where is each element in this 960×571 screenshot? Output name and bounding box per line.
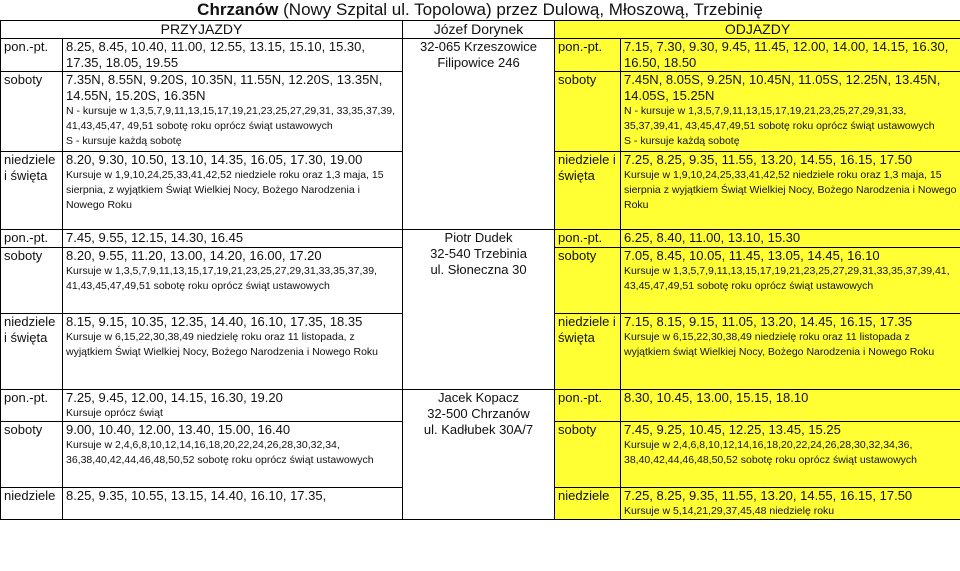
departures-header: ODJAZDY	[555, 21, 960, 39]
arrivals-times: 8.20, 9.55, 11.20, 13.00, 14.20, 16.00, 17.20	[66, 248, 322, 263]
departures-day-label: soboty	[555, 422, 621, 488]
departures-times: 7.15, 7.30, 9.30, 9.45, 11.45, 12.00, 14.00, 14.15, 16.30, 16.50, 18.50	[624, 39, 949, 70]
departures-day-label: niedziele	[555, 488, 621, 520]
stop-address-street: ul. Słoneczna 30	[430, 262, 527, 277]
departures-times-cell	[621, 39, 960, 72]
page-title	[0, 0, 960, 20]
departures-note: N - kursuje w 1,3,5,7,9,11,13,15,17,19,21,23,25,27,29,31,33, 35,37,39,41, 43,45,47,49,51 sobotę roku oprócz świąt ustawowych	[624, 105, 935, 132]
arrivals-times: 8.25, 8.45, 10.40, 11.00, 12.55, 13.15, 15.10, 15.30, 17.35, 18.05, 19.55	[66, 39, 366, 70]
stop-info	[403, 39, 555, 230]
departures-times: 7.45, 9.25, 10.45, 12.25, 13.45, 15.25	[624, 422, 841, 437]
departures-times: 7.15, 8.15, 9.15, 11.05, 13.20, 14.45, 16.15, 17.35	[624, 314, 913, 329]
arrivals-times-cell	[63, 39, 403, 72]
arrivals-times-cell	[63, 314, 403, 390]
arrivals-day-label: niedziele	[1, 488, 63, 520]
arrivals-note: N - kursuje w 1,3,5,7,9,11,13,15,17,19,21,23,25,27,29,31, 33,35,37,39, 41,43,45,47, 49,51 sobotę roku oprócz świąt ustawowych	[66, 105, 396, 132]
departures-times: 7.45N, 8.05S, 9.25N, 10.45N, 11.05S, 12.25N, 13.45N, 14.05S, 15.25N	[624, 72, 941, 103]
arrivals-day-label: soboty	[1, 72, 63, 152]
arrivals-times: 9.00, 10.40, 12.00, 13.40, 15.00, 16.40	[66, 422, 291, 437]
stop-address-street: ul. Kadłubek 30A/7	[423, 422, 534, 437]
departures-note-secondary: S - kursuje każdą sobotę	[624, 135, 740, 147]
departures-day-label: niedziele i święta	[555, 314, 621, 390]
arrivals-day-label: pon.-pt.	[1, 390, 63, 422]
arrivals-times: 8.15, 9.15, 10.35, 12.35, 14.40, 16.10, 17.35, 18.35	[66, 314, 363, 329]
arrivals-times-cell	[63, 488, 403, 520]
departures-times-cell	[621, 390, 960, 422]
departures-note: Kursuje w 1,9,10,24,25,33,41,42,52 niedziele roku oraz 1,3 maja, 15 sierpnia z wyjątkiem Świąt Wielkiej Nocy, Bożego Narodzenia i Nowego Roku	[624, 169, 957, 211]
stop-name: Piotr Dudek	[444, 230, 513, 245]
stop-address-postal: 32-065 Krzeszowice	[419, 39, 538, 54]
schedule-row	[1, 39, 960, 72]
departures-times: 7.05, 8.45, 10.05, 11.45, 13.05, 14.45, 16.10	[624, 248, 880, 263]
departures-day-label: soboty	[555, 248, 621, 314]
header-row	[1, 21, 960, 39]
departures-day-label: pon.-pt.	[555, 390, 621, 422]
departures-note: Kursuje w 5,14,21,29,37,45,48 niedzielę roku	[624, 505, 835, 517]
departures-times-cell	[621, 152, 960, 230]
departures-times: 6.25, 8.40, 11.00, 13.10, 15.30	[624, 230, 801, 245]
stop-address-street: Filipowice 246	[437, 55, 520, 70]
departures-day-label: pon.-pt.	[555, 230, 621, 248]
departures-note: Kursuje w 1,3,5,7,9,11,13,15,17,19,21,23,25,27,29,31,33,35,37,39,41, 43,45,47,49,51 sobotę roku oprócz świąt ustawowych	[624, 265, 950, 292]
departures-note: Kursuje w 2,4,6,8,10,12,14,16,18,20,22,24,26,28,30,32,34,36, 38,40,42,44,46,48,50,52 sobotę roku oprócz świąt ustawowych	[624, 439, 918, 466]
departures-day-label: pon.-pt.	[555, 39, 621, 72]
departures-note: Kursuje w 6,15,22,30,38,49 niedzielę roku oraz 11 listopada z wyjątkiem świąt Wielkiej Nocy, Bożego Narodzenia i Nowego Roku	[624, 331, 935, 358]
departures-times: 7.25, 8.25, 9.35, 11.55, 13.20, 14.55, 16.15, 17.50	[624, 488, 913, 503]
arrivals-times-cell	[63, 422, 403, 488]
departures-times-cell	[621, 72, 960, 152]
stop-name: Józef Dorynek	[403, 21, 555, 39]
stop-address-postal: 32-540 Trzebinia	[430, 246, 527, 261]
departures-times: 8.30, 10.45, 13.00, 15.15, 18.10	[624, 390, 809, 405]
arrivals-day-label: soboty	[1, 422, 63, 488]
stop-name: Jacek Kopacz	[438, 390, 519, 405]
arrivals-note: Kursuje w 1,3,5,7,9,11,13,15,17,19,21,23,25,27,29,31,33,35,37,39, 41,43,45,47,49,51 sobotę roku oprócz świąt ustawowych	[66, 265, 377, 292]
arrivals-times: 8.20, 9.30, 10.50, 13.10, 14.35, 16.05, 17.30, 19.00	[66, 152, 363, 167]
departures-times: 7.25, 8.25, 9.35, 11.55, 13.20, 14.55, 16.15, 17.50	[624, 152, 913, 167]
stop-info	[403, 230, 555, 390]
arrivals-times-cell	[63, 390, 403, 422]
departures-times-cell	[621, 422, 960, 488]
departures-day-label: niedziele i święta	[555, 152, 621, 230]
arrivals-header: PRZYJAZDY	[1, 21, 403, 39]
arrivals-note-secondary: S - kursuje każdą sobotę	[66, 135, 182, 147]
schedule-table	[0, 20, 960, 520]
arrivals-note: Kursuje w 1,9,10,24,25,33,41,42,52 niedziele roku oraz 1,3 maja, 15 sierpnia, z wyjątkiem Świąt Wielkiej Nocy, Bożego Narodzenia i Nowego Roku	[66, 169, 384, 211]
departures-times-cell	[621, 488, 960, 520]
departures-times-cell	[621, 248, 960, 314]
arrivals-times: 7.45, 9.55, 12.15, 14.30, 16.45	[66, 230, 244, 245]
arrivals-note: Kursuje oprócz świąt	[66, 407, 163, 419]
arrivals-times-cell	[63, 248, 403, 314]
arrivals-day-label: niedziele i święta	[1, 314, 63, 390]
departures-day-label: soboty	[555, 72, 621, 152]
arrivals-note: Kursuje w 6,15,22,30,38,49 niedzielę roku oraz 11 listopada, z wyjątkiem Świąt Wielkiej Nocy, Bożego Narodzenia i Nowego Roku	[66, 331, 379, 358]
arrivals-times-cell	[63, 72, 403, 152]
arrivals-day-label: pon.-pt.	[1, 230, 63, 248]
arrivals-times-cell	[63, 152, 403, 230]
departures-times-cell	[621, 230, 960, 248]
schedule-row	[1, 230, 960, 248]
arrivals-times: 7.25, 9.45, 12.00, 14.15, 16.30, 19.20	[66, 390, 283, 405]
arrivals-day-label: soboty	[1, 248, 63, 314]
arrivals-day-label: niedziele i święta	[1, 152, 63, 230]
arrivals-times-cell	[63, 230, 403, 248]
schedule-row	[1, 390, 960, 422]
departures-times-cell	[621, 314, 960, 390]
arrivals-times: 8.25, 9.35, 10.55, 13.15, 14.40, 16.10, 17.35,	[66, 488, 327, 503]
stop-address-postal: 32-500 Chrzanów	[427, 406, 530, 421]
arrivals-times: 7.35N, 8.55N, 9.20S, 10.35N, 11.55N, 12.20S, 13.35N, 14.55N, 15.20S, 16.35N	[66, 72, 383, 103]
arrivals-day-label: pon.-pt.	[1, 39, 63, 72]
page-title-city: Chrzanów	[197, 0, 279, 19]
page-title-route: (Nowy Szpital ul. Topolowa) przez Dulową, Młoszową, Trzebinię	[283, 0, 763, 19]
arrivals-note: Kursuje w 2,4,6,8,10,12,14,16,18,20,22,24,26,28,30,32,34, 36,38,40,42,44,46,48,50,52 sobotę roku oprócz świąt ustawowych	[66, 439, 374, 466]
stop-info	[403, 390, 555, 520]
